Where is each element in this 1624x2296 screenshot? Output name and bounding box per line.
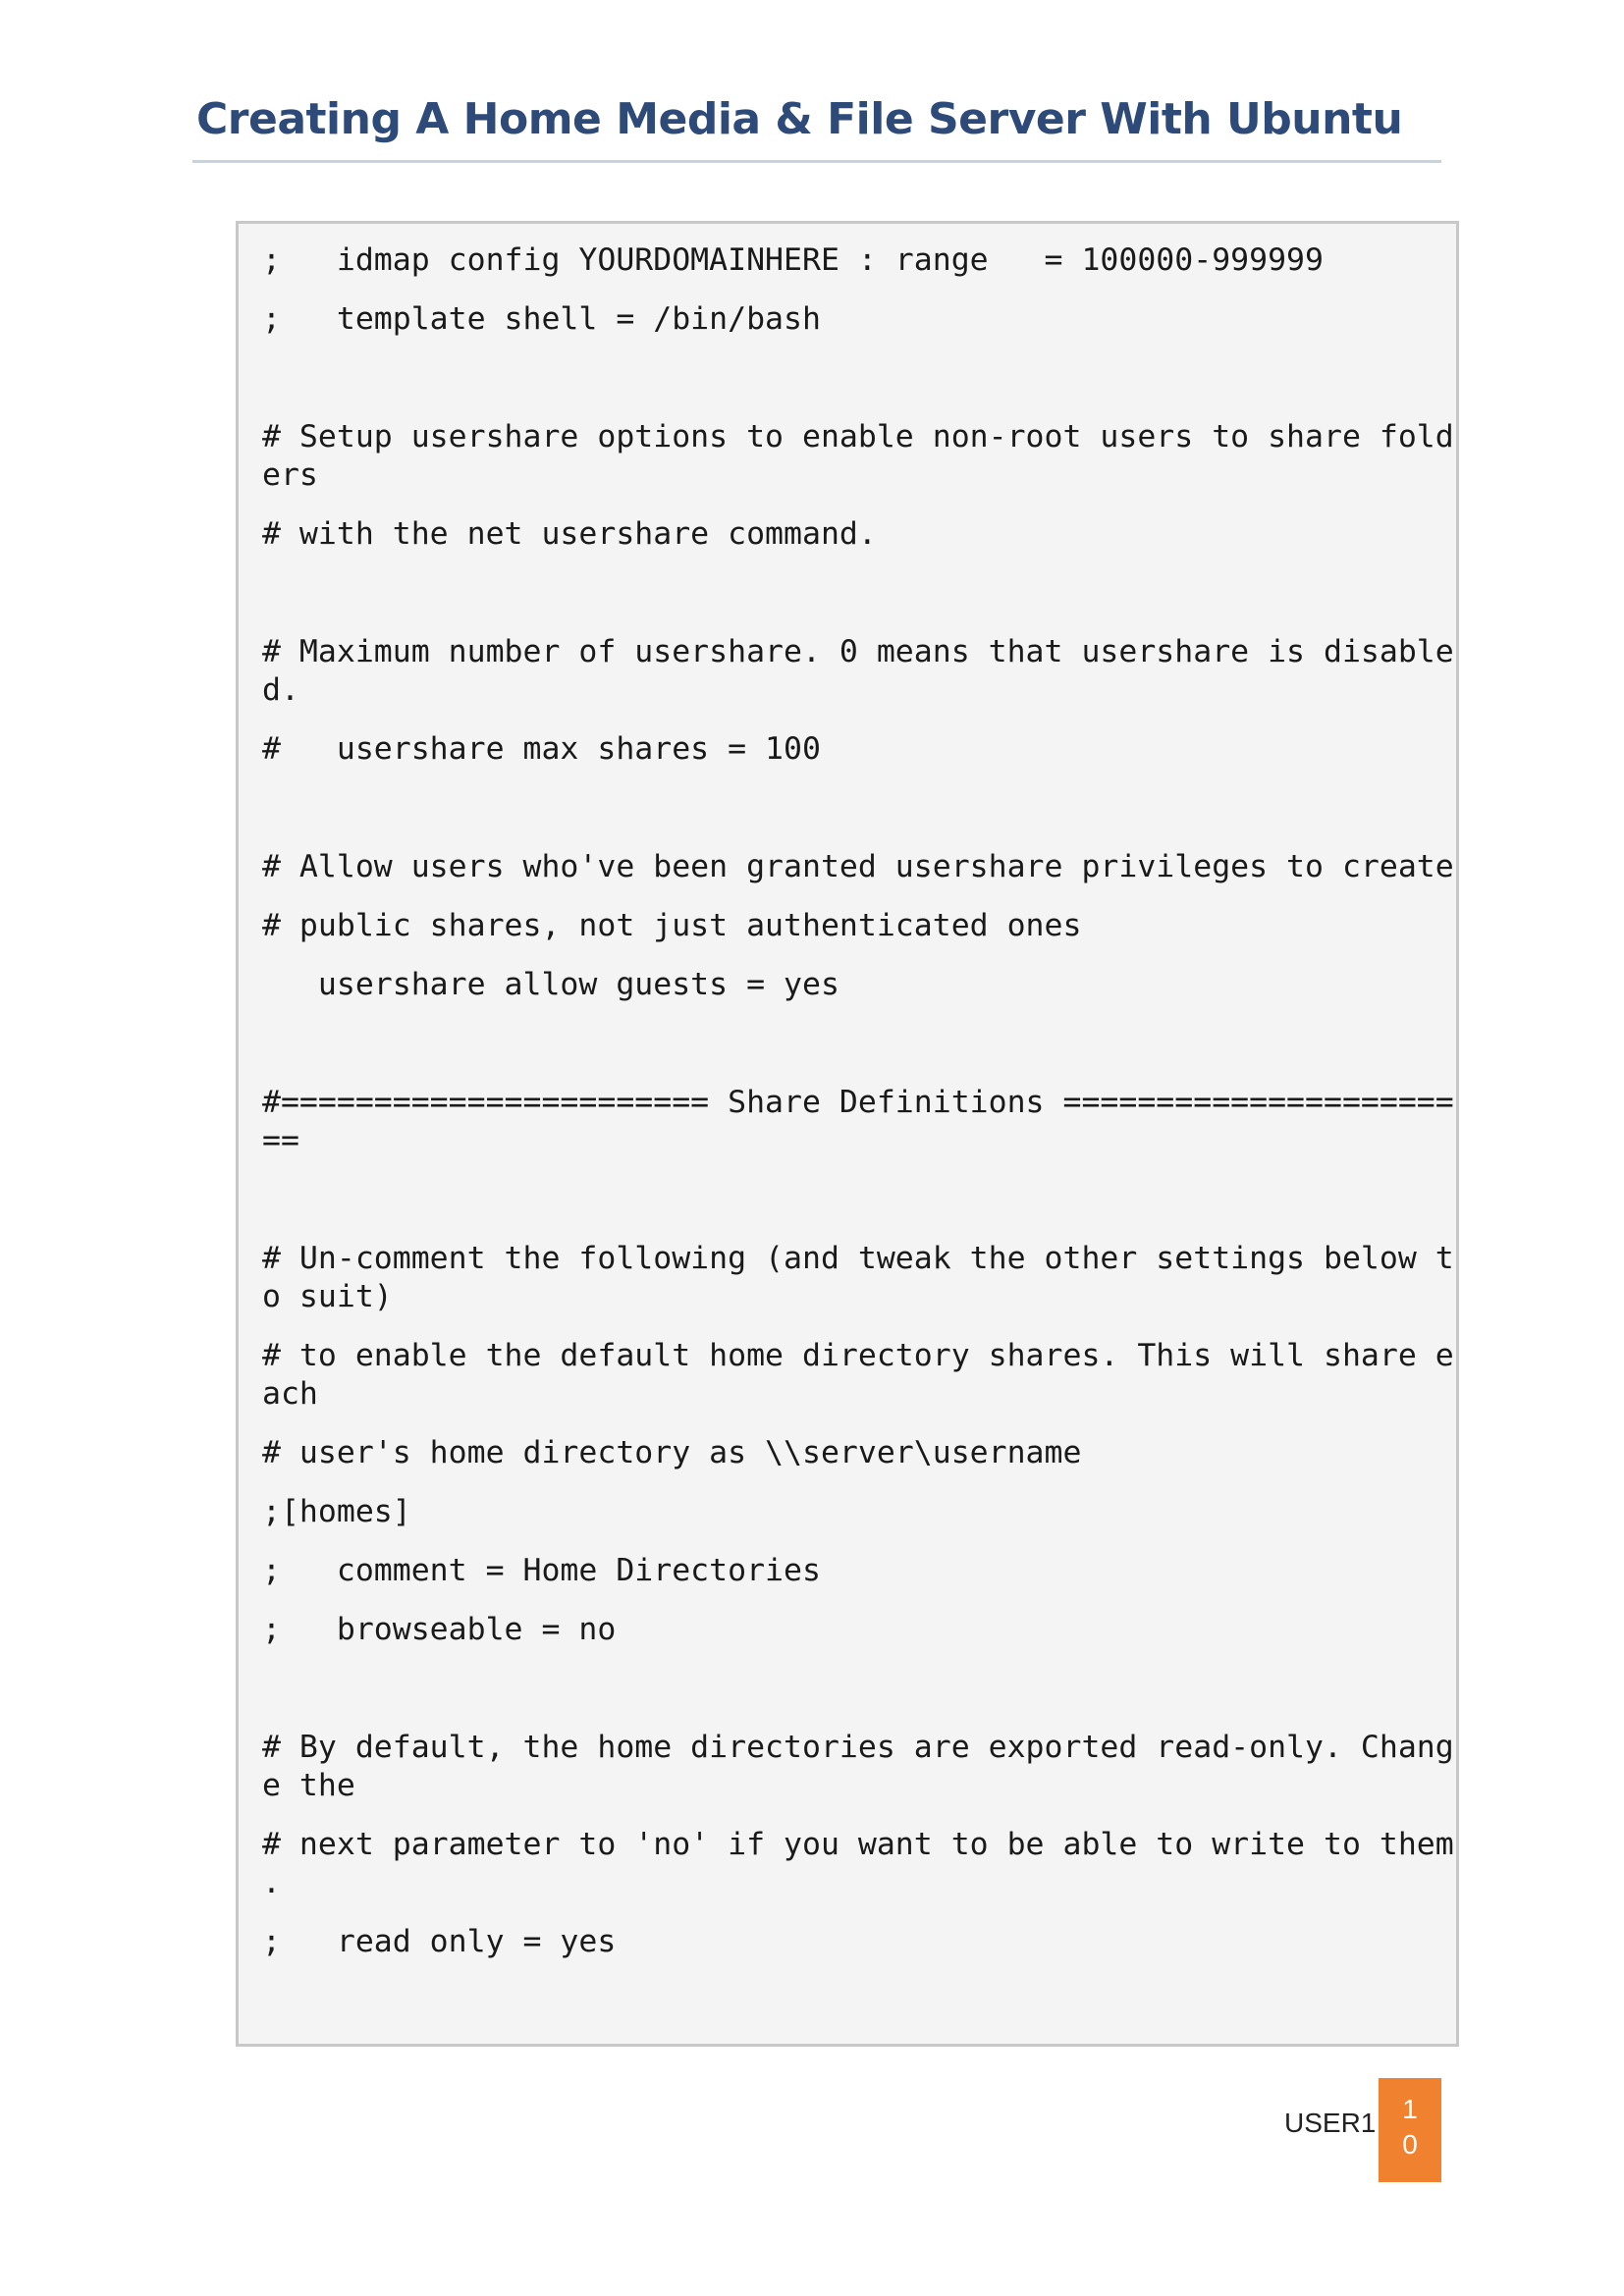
code-blank-line	[262, 789, 1456, 828]
page-title: Creating A Home Media & File Server With Ubuntu	[196, 94, 1403, 144]
code-line: # usershare max shares = 100	[262, 731, 821, 767]
code-line: #======================= Share Definitions ===================== ==	[262, 1085, 1454, 1158]
code-line: ;[homes]	[262, 1494, 411, 1529]
title-divider	[192, 160, 1441, 163]
code-line: ; browseable = no	[262, 1612, 617, 1647]
code-line: # with the net usershare command.	[262, 516, 877, 552]
code-line: usershare allow guests = yes	[262, 967, 839, 1002]
code-blank-line	[262, 1181, 1456, 1219]
code-line: ; read only = yes	[262, 1924, 617, 1959]
code-line: # By default, the home directories are exported read-only. Chang e the	[262, 1730, 1454, 1803]
footer-user-label: USER1	[1284, 2108, 1377, 2138]
code-blank-line	[262, 1670, 1456, 1708]
code-line: ; template shell = /bin/bash	[262, 301, 821, 337]
code-blank-line	[262, 359, 1456, 398]
code-block	[236, 221, 1459, 2047]
code-line: # Un-comment the following (and tweak the other settings below t o suit)	[262, 1241, 1454, 1314]
page-number-digit: 0	[1402, 2129, 1418, 2160]
code-line: # user's home directory as \\server\username	[262, 1435, 1082, 1470]
code-line: ; idmap config YOURDOMAINHERE : range = 100000-999999	[262, 242, 1324, 278]
code-line: # Setup usershare options to enable non-root users to share fold ers	[262, 419, 1454, 493]
code-line: ; comment = Home Directories	[262, 1553, 821, 1588]
code-line: # Maximum number of usershare. 0 means that usershare is disable d.	[262, 634, 1454, 708]
code-blank-line	[262, 574, 1456, 613]
code-line: # Allow users who've been granted usershare privileges to create	[262, 849, 1454, 884]
page-number-digit: 1	[1402, 2094, 1418, 2124]
code-line: # public shares, not just authenticated ones	[262, 908, 1082, 943]
code-line: # next parameter to 'no' if you want to be able to write to them .	[262, 1827, 1454, 1900]
code-line: # to enable the default home directory shares. This will share e ach	[262, 1338, 1454, 1412]
page-number-badge	[1379, 2078, 1441, 2182]
code-blank-line	[262, 1025, 1456, 1063]
